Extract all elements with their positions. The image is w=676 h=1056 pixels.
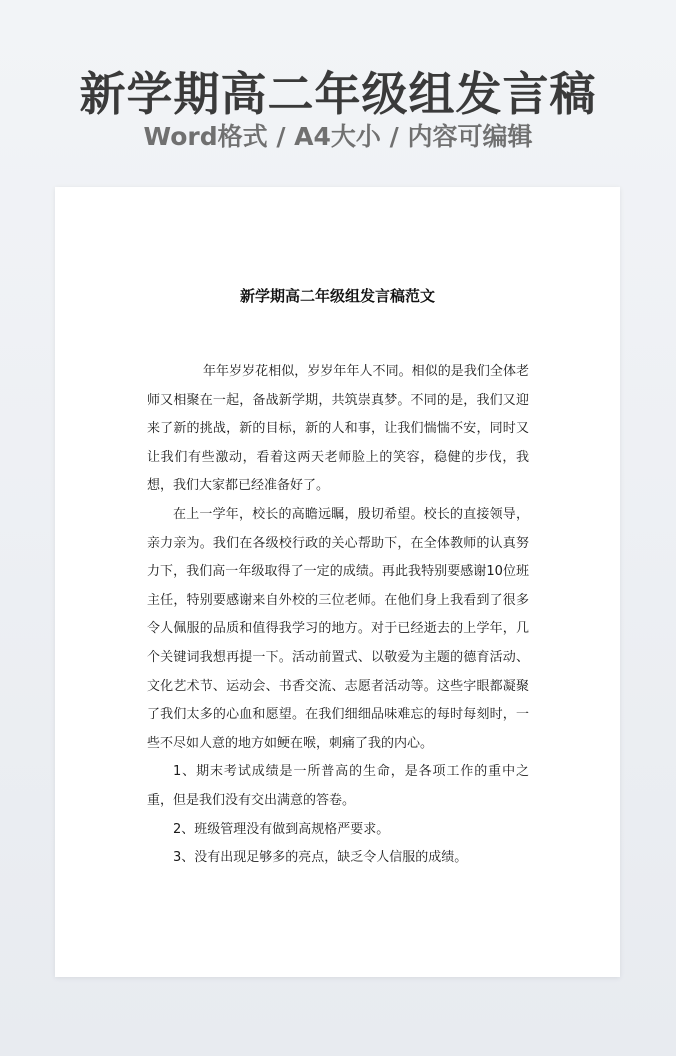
banner-subtitle: Word格式 / A4大小 / 内容可编辑 (143, 122, 533, 151)
paragraph-1: 年年岁岁花相似，岁岁年年人不同。相似的是我们全体老师又相聚在一起，备战新学期，共筑崇真梦。不同的是，我们又迎来了新的挑战，新的目标，新的人和事，让我们惴惴不安，同时又让我们有些激动，看着这两天老师脸上的笑容，稳健的步伐，我想，我们大家都已经准备好了。 (147, 364, 529, 494)
document-title: 新学期高二年级组发言稿范文 (239, 287, 435, 305)
list-item-1: 1、期末考试成绩是一所普高的生命，是各项工作的重中之重，但是我们没有交出满意的答卷。 (147, 764, 529, 808)
document-page (55, 187, 620, 977)
list-item-3: 3、没有出现足够多的亮点，缺乏令人信服的成绩。 (173, 850, 468, 866)
paragraph-2: 在上一学年，校长的高瞻远瞩，殷切希望。校长的直接领导，亲力亲为。我们在各级校行政的关心帮助下，在全体教师的认真努力下，我们高一年级取得了一定的成绩。再此我特别要感谢10位班主任，特别要感谢来自外校的三位老师。在他们身上我看到了很多令人佩服的品质和值得我学习的地方。对于已经逝去的上学年，几个关键词我想再提一下。活动前置式、以敬爱为主题的德育活动、文化艺术节、运动会、书香交流、志愿者活动等。这些字眼都凝聚了我们太多的心血和愿望。在我们细细品味难忘的每时每刻时，一些不尽如人意的地方如鲠在喉，刺痛了我的内心。 (147, 506, 529, 751)
document-body (147, 358, 529, 873)
banner-title: 新学期高二年级组发言稿 (79, 67, 597, 121)
list-item-2: 2、班级管理没有做到高规格严要求。 (173, 821, 390, 837)
